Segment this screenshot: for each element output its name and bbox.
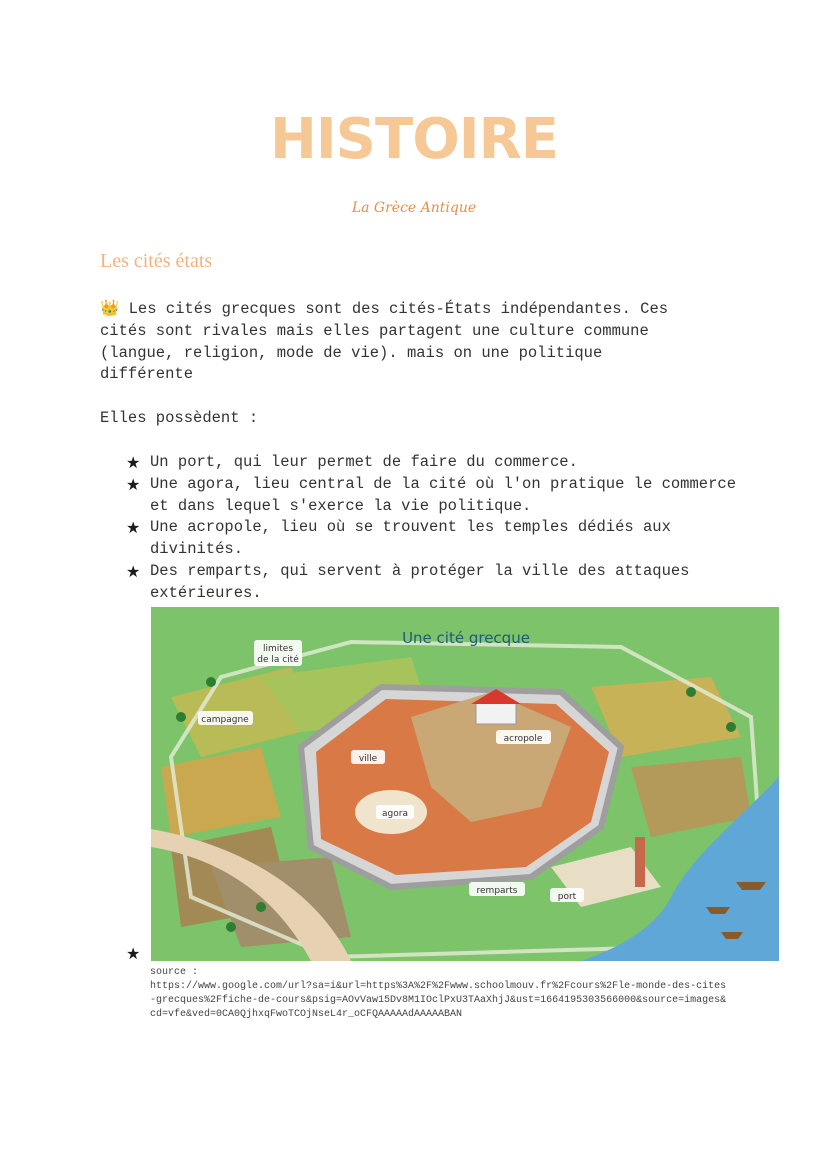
temple [476,702,516,724]
label-agora: agora [382,809,408,819]
label-port: port [557,892,577,902]
star-icon: ★ [126,944,141,963]
label-ville: ville [358,754,378,764]
label-remparts: remparts [476,886,518,896]
list-item-text: Un port, qui leur permet de faire du commerce. [150,453,578,471]
list-item-text: Une acropole, lieu où se trouvent les temples dédiés aux divinités. [150,518,671,559]
list-item-text: Une agora, lieu central de la cité où l'on pratique le commerce et dans lequel s'exerce la vie politique. [150,474,736,515]
label-acropole: acropole [503,734,543,744]
tree [686,687,696,697]
tree [256,902,266,912]
list-item [126,517,746,561]
tree [226,922,236,932]
list-item [126,452,746,474]
star-icon: ★ [126,474,141,494]
page-title: HISTOIRE [269,107,559,172]
figure-title: Une cité grecque [402,629,530,647]
source-label: source : [150,967,199,978]
source-citation [150,966,730,1022]
section-heading: Les cités états [100,250,213,272]
greek-city-illustration [151,607,779,961]
lighthouse [635,837,645,887]
list-item [126,561,746,605]
star-icon: ★ [126,453,141,472]
label-limits-line1: limites [262,644,294,654]
source-link[interactable]: https://www.google.com/url?sa=i&url=https%3A%2F%2Fwww.schoolmouv.fr%2Fcours%2Fle-monde-des-cites-grecques%2Ffiche-de-cours&psig=AOvVaw15Dv8M1IOclPxU3TAaXhjJ&ust=1664195303566000&source=images&cd=vfe&ved=0CA0QjhxqFwoTCOjNseL4r_oCFQAAAAAdAAAAABAN [150,981,727,1020]
intro-paragraph: 👑 Les cités grecques sont des cités-États indépendantes. Ces cités sont rivales mais elles partagent une culture commune (langue, religion, mode de vie). mais on une politique différente [100,300,669,384]
features-list [126,452,746,605]
list-item [126,474,746,518]
label-campagne: campagne [201,715,249,725]
tree [726,722,736,732]
page-subtitle: La Grèce Antique [351,200,477,216]
tree [176,712,186,722]
list-intro: Elles possèdent : [100,409,259,427]
list-item-text: Des remparts, qui servent à protéger la ville des attaques extérieures. [150,561,690,602]
star-icon: ★ [126,561,141,581]
label-limits-line2: de la cité [257,655,299,665]
tree [206,677,216,687]
star-icon: ★ [126,518,141,538]
